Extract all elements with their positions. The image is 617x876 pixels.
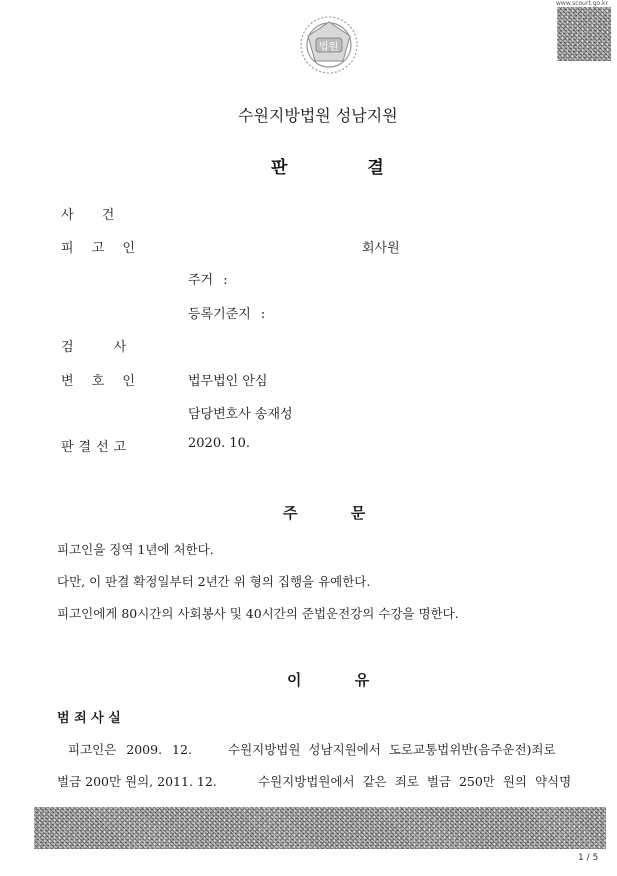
crime-facts-subheading: 범 죄 사 실: [57, 711, 121, 726]
registration-label: 등록기준지 :: [188, 307, 266, 322]
reason-line-1a: 피고인은 2009. 12.: [68, 742, 192, 757]
counsel-attorney: 담당변호사 송재성: [188, 407, 293, 422]
document-title: [271, 153, 384, 178]
reason-line-2a: 벌금 200만 원의, 2011. 12.: [57, 774, 217, 789]
counsel-firm: 법무법인 안심: [188, 374, 268, 389]
reason-line-2b: 수원지방법원에서 같은 죄로 벌금 250만 원의 약식명: [258, 774, 572, 789]
defendant-label: 피 고 인: [61, 241, 135, 256]
residence-label: 주거 :: [188, 273, 228, 288]
order-line-1: 피고인을 징역 1년에 처한다.: [57, 542, 214, 557]
counsel-label: 변 호 인: [61, 374, 135, 389]
document-title-text: 판 결: [271, 158, 384, 178]
page-number: 1 / 5: [578, 853, 599, 863]
order-line-3: 피고인에게 80시간의 사회봉사 및 40시간의 준법운전강의 수강을 명한다.: [57, 606, 459, 621]
case-label: 사 건: [61, 208, 115, 223]
order-line-2: 다만, 이 판결 확정일부터 2년간 위 형의 집행을 유예한다.: [57, 574, 371, 589]
reason-line-1b: 수원지방법원 성남지원에서 도로교통법위반(음주운전)죄로: [228, 742, 556, 757]
order-heading: 주 문: [283, 504, 366, 522]
watermark-url: www.scourt.go.kr: [556, 0, 608, 7]
defendant-job: 회사원: [362, 241, 400, 256]
prosecutor-label: 검 사: [61, 340, 127, 355]
footer-barcode-strip: [34, 807, 606, 849]
court-seal-emblem: [298, 14, 360, 76]
seal-text: 법원: [319, 42, 339, 53]
court-name: 수원지방법원 성남지원: [238, 106, 398, 125]
reason-heading: 이 유: [287, 671, 370, 689]
qr-code: [557, 7, 611, 61]
verdict-date: 2020. 10.: [188, 436, 251, 451]
verdict-date-label: 판결선고: [61, 440, 132, 455]
